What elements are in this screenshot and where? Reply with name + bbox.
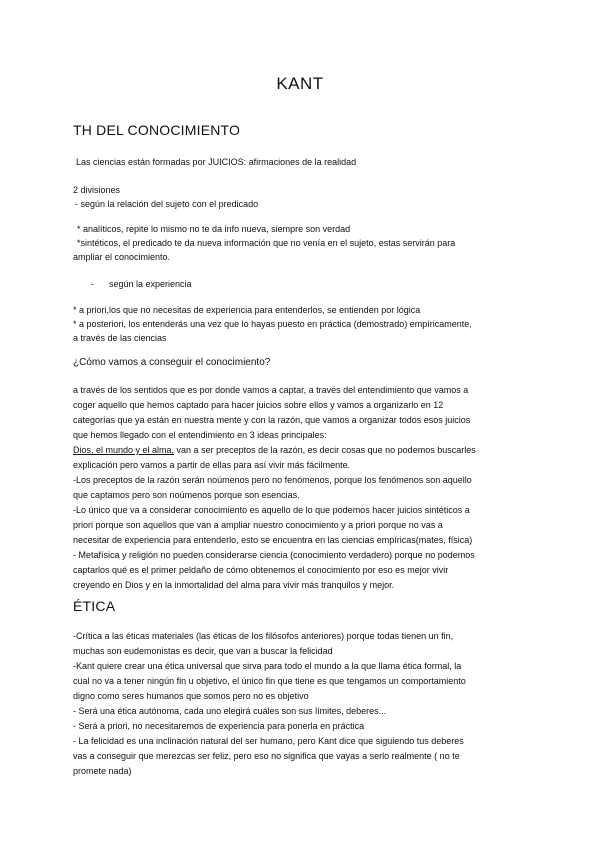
- paragraph-line: -Crítica a las éticas materiales (las éticas de los filósofos anteriores) porque todas tienen un fin,: [73, 631, 454, 641]
- section-heading-conocimiento: TH DEL CONOCIMIENTO: [73, 122, 241, 138]
- ideas-rest: van a ser preceptos de la razón, es decir cosas que no podemos buscarles: [174, 445, 476, 455]
- paragraph-line: coger aquello que hemos captado para hacer juicios sobre ellos y vamos a organizarlo en 12: [73, 400, 444, 410]
- paragraph-line: necesitar de experiencia para entenderlo, esto se encuentra en las ciencias empíricas(mates, física): [73, 535, 473, 545]
- aposteriori-line-2: a través de las ciencias: [73, 333, 167, 343]
- paragraph-line: que hemos llegado con el entendimiento en 3 ideas principales:: [73, 430, 327, 440]
- paragraph-line: -Kant quiere crear una ética universal que sirva para todo el mundo a la que llama ética formal, la: [73, 661, 462, 671]
- division-2-dash: -: [91, 279, 94, 289]
- paragraph-line: muchas son eudemonistas es decir, que van a buscar la felicidad: [73, 646, 333, 656]
- ideas-line: [73, 443, 533, 458]
- paragraph-line: a través de los sentidos que es por donde vamos a captar, a través del entendimiento que vamos a: [73, 385, 469, 395]
- paragraph-line: creyendo en Dios y en la inmortalidad del alma para vivir más tranquilos y mejor.: [73, 580, 395, 590]
- paragraph-line: que captamos pero son noúmenos porque son esencias.: [73, 490, 300, 500]
- paragraph-line: -Lo único que va a considerar conocimiento es aquello de lo que podemos hacer juicios sintéticos a: [73, 505, 470, 515]
- paragraph-line: categorías que ya están en nuestra mente y con la razón, que vamos a organizar todos esos juicios: [73, 415, 471, 425]
- paragraph-line: promete nada): [73, 766, 132, 776]
- section-heading-etica: ÉTICA: [73, 598, 116, 614]
- document-title: KANT: [276, 74, 324, 93]
- divisiones-label: 2 divisiones: [73, 185, 121, 195]
- sinteticos-line-1: *sintéticos, el predicado te da nueva información que no venía en el sujeto, estas servirán para: [77, 238, 456, 248]
- division-1: - según la relación del sujeto con el predicado: [75, 199, 259, 209]
- paragraph-line: captarlos qué es el primer peldaño de cómo obtenemos el conocimiento por eso es mejor vivir: [73, 565, 449, 575]
- paragraph-line: cual no va a tener ningún fin u objetivo, el único fin que tiene es que tengamos un comportamiento: [73, 676, 466, 686]
- analiticos-line: * analíticos, repite lo mismo no te da info nueva, siempre son verdad: [77, 224, 351, 234]
- paragraph-line: - Será a priori, no necesitaremos de experiencia para ponerla en práctica: [73, 721, 365, 731]
- paragraph-line: priori porque son aquellos que van a ampliar nuestro conocimiento y a priori porque no vas a: [73, 520, 443, 530]
- knowledge-question: ¿Cómo vamos a conseguir el conocimiento?: [73, 357, 271, 368]
- sinteticos-line-2: ampliar el conocimiento.: [73, 252, 171, 262]
- apriori-line: * a priori,los que no necesitas de experiencia para entenderlos, se entienden por lógica: [73, 305, 421, 315]
- paragraph-line: vas a conseguir que merezcas ser feliz, pero eso no significa que vayas a serlo realmente ( no te: [73, 751, 460, 761]
- aposteriori-line-1: * a posteriori, los entenderás una vez que lo hayas puesto en práctica (demostrado) empíricamente,: [73, 319, 472, 329]
- paragraph-line: - Metafísica y religión no pueden considerarse ciencia (conocimiento verdadero) porque no podemos: [73, 550, 475, 560]
- paragraph-line: -Los preceptos de la razón serán noúmenos pero no fenómenos, porque los fenómenos son aquello: [73, 475, 472, 485]
- paragraph-etica: [73, 629, 533, 779]
- ideas-underlined: Dios, el mundo y el alma,: [73, 445, 175, 455]
- paragraph-line: - Será una ética autónoma, cada uno elegirá cuáles son sus límites, deberes...: [73, 706, 387, 716]
- intro-line: Las ciencias están formadas por JUICIOS: afirmaciones de la realidad: [76, 157, 357, 167]
- paragraph-sentidos: [73, 383, 533, 593]
- paragraph-line: digno como seres humanos que somos pero no es objetivo: [73, 691, 309, 701]
- division-2: según la experiencia: [109, 279, 192, 289]
- paragraph-line: - La felicidad es una inclinación natural del ser humano, pero Kant dice que siguiendo tus deberes: [73, 736, 464, 746]
- paragraph-line: explicación pero vamos a partir de ellas para así vivir más fácilmente.: [73, 460, 351, 470]
